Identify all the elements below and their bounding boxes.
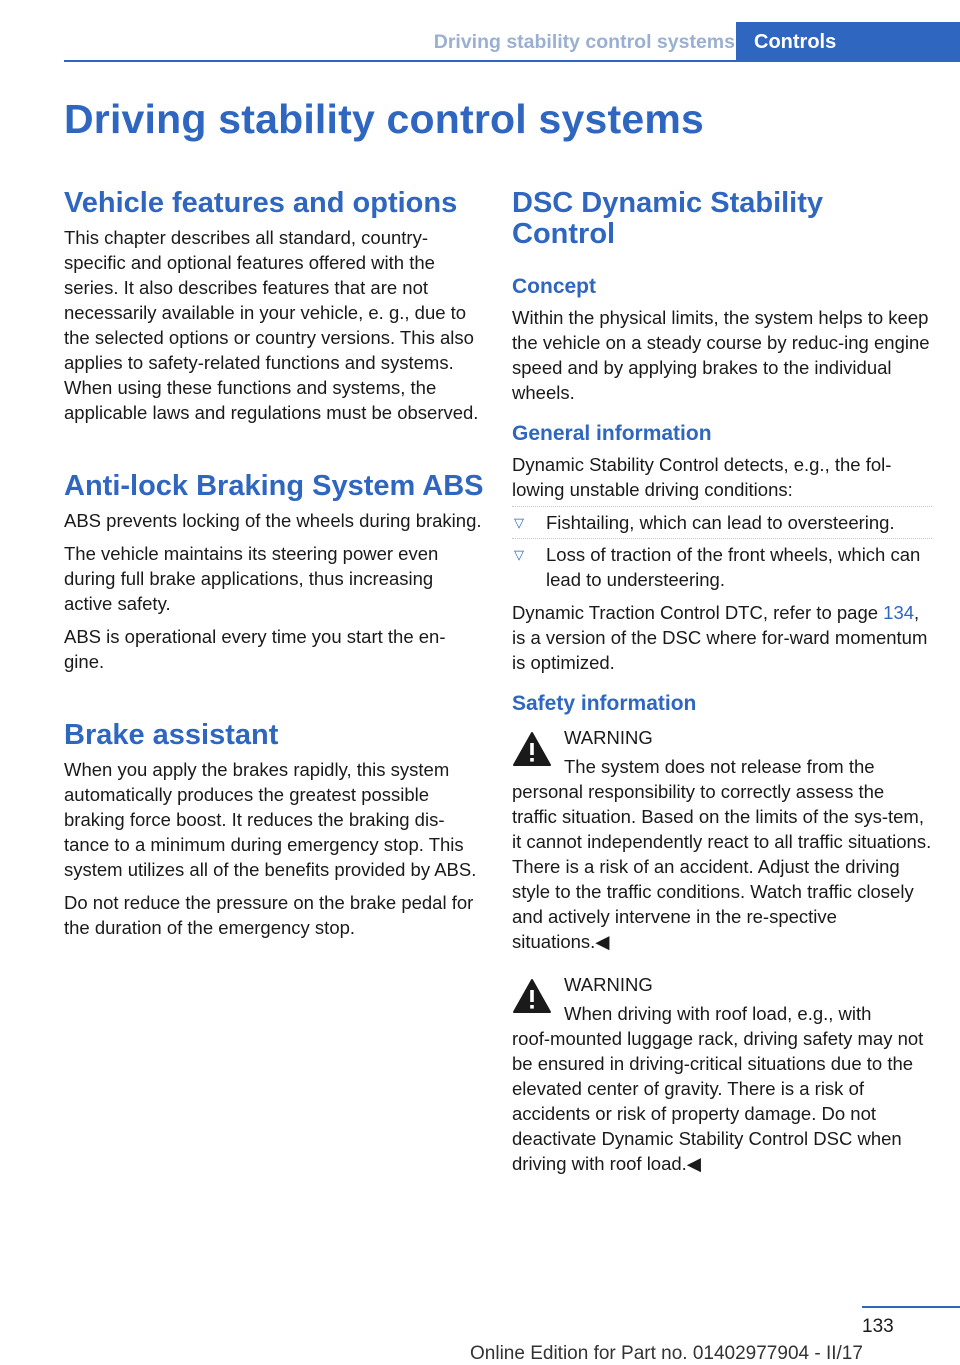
warning-text: personal responsibility to correctly assess the traffic situation. Based on the limits of the sys-tem, it cannot independently react to all traffic situations. There is a risk of an accident. Adjust the driving style to the traffic conditions. Watch traffic closely and actively intervene in the re-spective situations.◀ (512, 781, 932, 952)
warning-label: WARNING (564, 974, 653, 995)
general-information-intro: Dynamic Stability Control detects, e.g., the fol-lowing unstable driving conditions: (512, 454, 892, 500)
warning-triangle-icon (512, 731, 552, 767)
list-item-text: Loss of traction of the front wheels, which can lead to understeering. (546, 544, 921, 590)
condition-list (512, 510, 932, 592)
brake-assistant-heading: Brake assistant (64, 719, 279, 751)
warning-block (512, 972, 932, 1176)
general-information-heading: General information (512, 422, 712, 445)
right-column (512, 182, 932, 1186)
warning-text-first-line: The system does not release from the (564, 756, 875, 777)
page-reference-link[interactable]: 134 (883, 602, 915, 623)
dtc-reference-text (512, 600, 932, 675)
abs-paragraph: ABS prevents locking of the wheels during braking. (64, 510, 482, 531)
abs-paragraph: ABS is operational every time you start the en-gine. (64, 626, 446, 672)
triangle-bullet-icon: ▽ (514, 547, 524, 562)
page-number: 133 (862, 1316, 894, 1337)
list-separator (512, 538, 932, 539)
dtc-text-before: Dynamic Traction Control DTC, refer to page (512, 602, 884, 623)
warning-text-first-line: When driving with roof load, e.g., with (564, 1003, 872, 1024)
warning-block (512, 725, 932, 954)
triangle-bullet-icon: ▽ (514, 515, 524, 530)
dsc-heading: DSC Dynamic Stability Control (512, 187, 824, 250)
abs-paragraph: The vehicle maintains its steering power even during full brake applications, thus increasing active safety. (64, 543, 439, 614)
brake-assistant-paragraph: When you apply the brakes rapidly, this system automatically produces the greatest possible braking force boost. It reduces the braking dis-tance to a minimum during emergency stop. This system utilizes all of the benefits provided by ABS. (64, 759, 477, 880)
brake-assistant-paragraph: Do not reduce the pressure on the brake pedal for the duration of the emergency stop. (64, 892, 474, 938)
concept-text: Within the physical limits, the system helps to keep the vehicle on a steady course by reduc-ing engine speed and by applying brakes to the individual wheels. (512, 307, 930, 403)
warning-triangle-icon (512, 978, 552, 1014)
header-section-title: Driving stability control systems (433, 31, 735, 53)
concept-heading: Concept (512, 275, 596, 298)
left-column (64, 182, 484, 948)
header-rule (64, 60, 736, 62)
edition-footer: Online Edition for Part no. 01402977904 - II/17 (470, 1343, 863, 1364)
list-item (512, 542, 932, 592)
page-number-rule (862, 1306, 960, 1308)
list-item (512, 510, 932, 535)
vehicle-features-heading: Vehicle features and options (64, 187, 458, 219)
warning-text: roof-mounted luggage rack, driving safety may not be ensured in driving-critical situations due to the elevated center of gravity. There is a risk of accidents or risk of property damage. Do not deactivate Dynamic Stability Control DSC when driving with roof load.◀ (512, 1028, 924, 1174)
list-separator (512, 506, 932, 507)
abs-heading: Anti-lock Braking System ABS (64, 470, 484, 502)
page-title: Driving stability control systems (64, 96, 704, 142)
vehicle-features-text: This chapter describes all standard, country-specific and optional features offered with the series. It also describes features that are not necessarily available in your vehicle, e. g., due to the selected options or country versions. This also applies to safety-related functions and systems. When using these functions and systems, the applicable laws and regulations must be observed. (64, 227, 479, 423)
list-item-text: Fishtailing, which can lead to oversteering. (546, 512, 895, 533)
warning-label: WARNING (564, 727, 653, 748)
dtc-text-after: , is a version of the DSC where for-ward momentum is optimized. (512, 602, 928, 673)
safety-information-heading: Safety information (512, 692, 697, 715)
header-chapter-tab: Controls (736, 22, 960, 62)
